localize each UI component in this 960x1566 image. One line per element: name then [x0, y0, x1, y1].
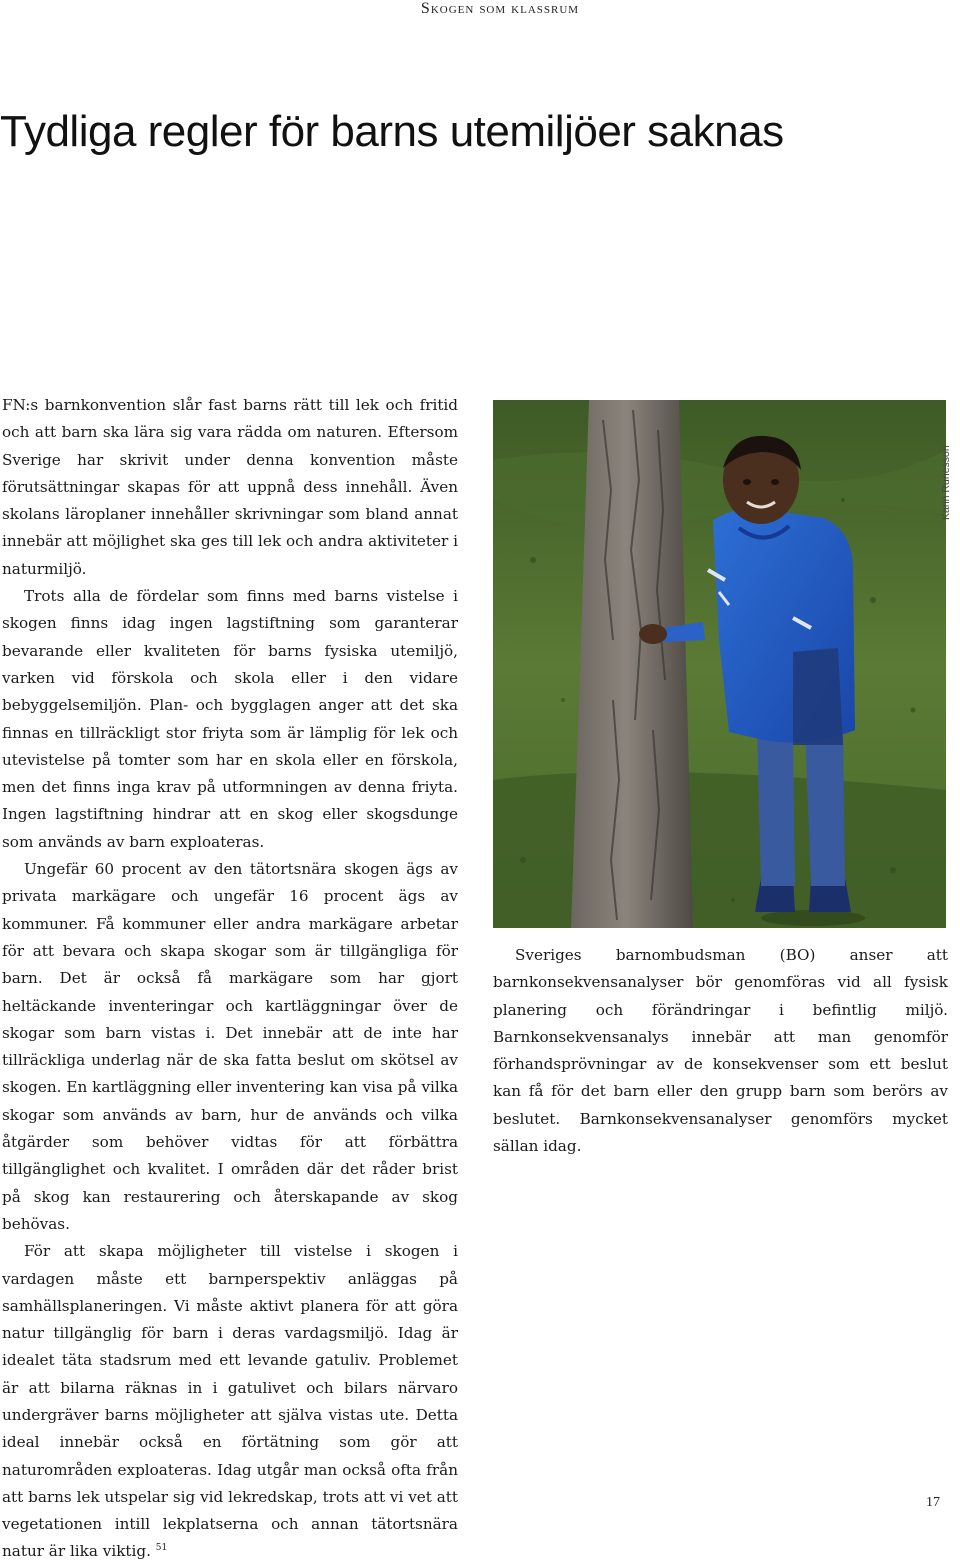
body-paragraph-text: För att skapa möjligheter till vistelse i skogen i vardagen måste ett barnperspektiv anläggas på samhällsplaneringen. Vi måste aktivt planera för att göra natur tillgänglig för barn i deras vardagsmiljö. Idag är idealet täta stadsrum med ett levande gatuliv. Problemet är att bilarna räknas in i gatulivet och bilars närvaro undergräver barns möjligheter att själva vistas ute. Detta ideal innebär också en förtätning som gör att naturområden exploateras. Idag utgår man också ofta från att barns lek utspelar sig vid lekredskap, trots att vi vet att vegetationen intill lekplatserna och annan tätortsnära natur är lika viktig. — [2, 1242, 458, 1561]
body-paragraph: FN:s barnkonvention slår fast barns rätt till lek och fritid och att barn ska lära sig vara rädda om naturen. Eftersom Sverige har skrivit under denna konvention måste förutsättningar skapas för att uppnå dess innehåll. Även skolans läroplaner innehåller skrivningar som bland annat innebär att möjlighet ska ges till lek och andra aktiviteter i naturmiljö. — [2, 396, 458, 578]
body-paragraph: Trots alla de fördelar som finns med barns vistelse i skogen finns idag ingen lagstiftning som garanterar bevarande eller kvaliteten för barns fysiska utemiljö, varken vid förskola och skola eller i den vidare bebyggelsemiljön. Plan- och bygglagen anger att det ska finnas en tillräckligt stor friyta som är lämplig för lek och utevistelse på tomter som har en skola eller en förskola, men det finns inga krav på utformningen av denna friyta. Ingen lagstiftning hindrar att en skog eller skogsdunge som används av barn exploateras. — [2, 587, 458, 851]
footnote-reference: 51 — [155, 1543, 168, 1554]
sidebar-text — [493, 942, 948, 1160]
running-header: Skogen som klassrum — [420, 0, 580, 17]
body-text-column — [2, 392, 458, 1566]
photo-credit: Karin Runesson — [940, 445, 952, 520]
page-number: 17 — [926, 1495, 940, 1510]
body-paragraph: Ungefär 60 procent av den tätortsnära skogen ägs av privata markägare och ungefär 16 procent ägs av kommuner. Få kommuner eller andra markägare arbetar för att bevara och skapa skogar som är tillgängliga för barn. Det är också få markägare som har gjort heltäckande inventeringar och kartläggningar över de skogar som barn vistas i. Det innebär att de inte har tillräckliga underlag när de ska fatta beslut om skötsel av skogen. En kartläggning eller inventering kan visa på vilka skogar som används av barn, hur de används och vilka åtgärder som behöver vidtas för att förbättra tillgänglighet och kvalitet. I områden där det råder brist på skog kan restaurering och återskapande av skog behövas. — [2, 860, 458, 1233]
page-title: Tydliga regler för barns utemiljöer saknas — [0, 107, 784, 156]
photo-child-hugging-tree — [493, 400, 946, 928]
photo-illustration — [493, 400, 946, 928]
body-paragraph-last — [2, 1238, 458, 1566]
sidebar-paragraph: Sveriges barnombudsman (BO) anser att barnkonsekvensanalyser bör genomföras vid all fysisk planering och förändringar i befintlig miljö. Barnkonsekvensanalys innebär att man genomför förhandsprövningar av de konsekvenser som ett beslut kan få för det barn eller den grupp barn som berörs av beslutet. Barnkonsekvensanalyser genomförs mycket sällan idag. — [493, 946, 948, 1156]
